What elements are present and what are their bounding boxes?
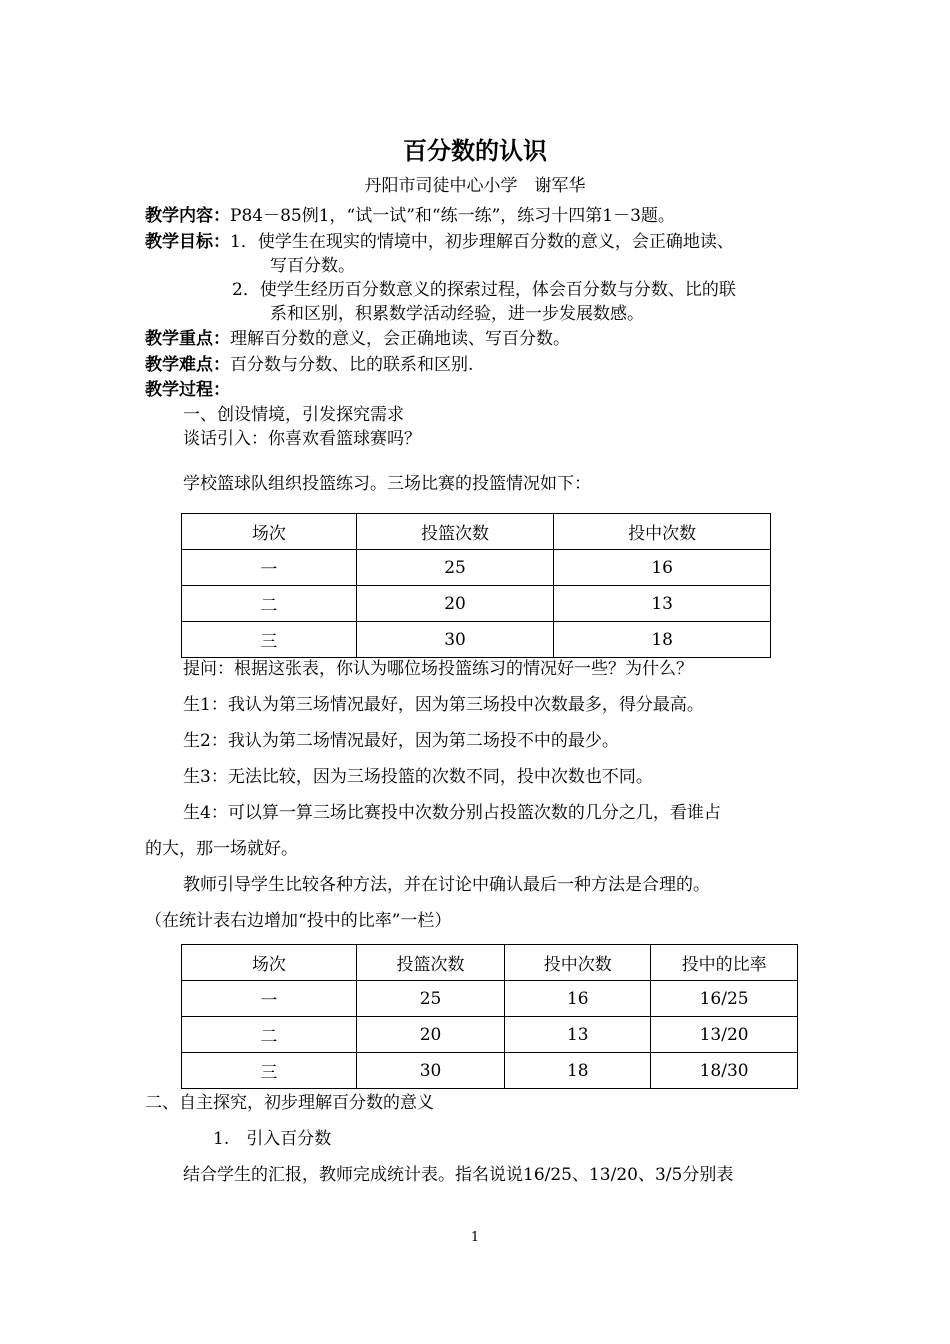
table-cell: 20 xyxy=(356,1017,505,1053)
question-line: 提问：根据这张表，你认为哪位场投篮练习的情况好一些？为什么？ xyxy=(183,659,693,679)
teacher-guidance-line: 教师引导学生比较各种方法，并在讨论中确认最后一种方法是合理的。 xyxy=(183,875,710,895)
student-4-line-2: 的大，那一场就好。 xyxy=(145,839,298,859)
table-cell: 25 xyxy=(356,981,505,1017)
table-cell: 18 xyxy=(505,1053,651,1089)
student-2-line: 生2：我认为第二场情况最好，因为第二场投不中的最少。 xyxy=(183,731,619,751)
table-cell: 16 xyxy=(554,550,771,586)
goal-2-line-2: 系和区别，积累数学活动经验，进一步发展数感。 xyxy=(270,304,644,324)
section-1-intro: 谈话引入：你喜欢看篮球赛吗？ xyxy=(183,429,421,449)
table-row xyxy=(182,586,771,622)
table-header-row xyxy=(182,514,771,550)
section-2-subheading: 1. 引入百分数 xyxy=(213,1129,332,1149)
section-2-heading: 二、自主探究，初步理解百分数的意义 xyxy=(145,1093,434,1113)
teaching-difficulty xyxy=(145,352,473,378)
table-row xyxy=(182,622,771,658)
teaching-goals-label: 教学目标： xyxy=(145,232,230,252)
table-row xyxy=(182,1017,798,1053)
table-cell: 25 xyxy=(356,550,554,586)
teaching-key xyxy=(145,326,570,352)
table-cell: 30 xyxy=(356,622,554,658)
goal-2-line-1: 2．使学生经历百分数意义的探索过程，体会百分数与分数、比的联 xyxy=(232,280,736,300)
shooting-rate-table-body xyxy=(182,945,798,1089)
teaching-difficulty-label: 教学难点： xyxy=(145,355,230,375)
section-2-text: 结合学生的汇报，教师完成统计表。指名说说16/25、13/20、3/5分别表 xyxy=(183,1165,734,1185)
table-cell: 13 xyxy=(505,1017,651,1053)
goal-1-line-1: 1．使学生在现实的情境中，初步理解百分数的意义，会正确地读、 xyxy=(230,232,734,252)
student-1-line: 生1：我认为第三场情况最好，因为第三场投中次数最多，得分最高。 xyxy=(183,695,704,715)
page-number: 1 xyxy=(470,1230,480,1245)
table-header-cell: 投中次数 xyxy=(554,514,771,550)
table-header-cell: 场次 xyxy=(182,514,357,550)
table-addition-note: （在统计表右边增加“投中的比率”一栏） xyxy=(145,911,452,931)
teaching-key-text: 理解百分数的意义，会正确地读、写百分数。 xyxy=(230,329,570,349)
table-row xyxy=(182,550,771,586)
table-cell: 二 xyxy=(182,1017,357,1053)
shooting-rate-table xyxy=(181,944,798,1089)
table-cell: 13/20 xyxy=(651,1017,798,1053)
table-row xyxy=(182,1053,798,1089)
table-cell: 一 xyxy=(182,550,357,586)
table-header-cell: 投篮次数 xyxy=(356,514,554,550)
section-1-heading: 一、创设情境，引发探究需求 xyxy=(183,405,404,425)
table-cell: 18 xyxy=(554,622,771,658)
table-cell: 16 xyxy=(505,981,651,1017)
teaching-process-label: 教学过程： xyxy=(145,380,230,400)
section-1-description: 学校篮球队组织投篮练习。三场比赛的投篮情况如下： xyxy=(183,474,591,494)
table-header-cell: 投中次数 xyxy=(505,945,651,981)
teaching-content xyxy=(145,203,675,229)
table-header-cell: 场次 xyxy=(182,945,357,981)
document-title: 百分数的认识 xyxy=(403,137,547,165)
shooting-table-body xyxy=(182,514,771,658)
student-4-line-1: 生4：可以算一算三场比赛投中次数分别占投篮次数的几分之几，看谁占 xyxy=(183,803,721,823)
teaching-content-text: P84－85例1，“试一试”和“练一练”，练习十四第1－3题。 xyxy=(230,206,675,226)
table-cell: 18/30 xyxy=(651,1053,798,1089)
table-cell: 一 xyxy=(182,981,357,1017)
teaching-key-label: 教学重点： xyxy=(145,329,230,349)
table-cell: 二 xyxy=(182,586,357,622)
teaching-difficulty-text: 百分数与分数、比的联系和区别. xyxy=(230,355,474,375)
teaching-goals xyxy=(145,229,734,255)
student-3-line: 生3：无法比较，因为三场投篮的次数不同，投中次数也不同。 xyxy=(183,767,653,787)
table-row xyxy=(182,981,798,1017)
table-cell: 30 xyxy=(356,1053,505,1089)
table-header-cell: 投篮次数 xyxy=(356,945,505,981)
goal-1-line-2: 写百分数。 xyxy=(270,256,355,276)
table-cell: 13 xyxy=(554,586,771,622)
table-header-row xyxy=(182,945,798,981)
shooting-table xyxy=(181,513,771,658)
table-cell: 16/25 xyxy=(651,981,798,1017)
table-cell: 三 xyxy=(182,622,357,658)
table-cell: 20 xyxy=(356,586,554,622)
teaching-content-label: 教学内容： xyxy=(145,206,230,226)
table-cell: 三 xyxy=(182,1053,357,1089)
author-line: 丹阳市司徒中心小学 谢军华 xyxy=(364,176,586,196)
table-header-cell: 投中的比率 xyxy=(651,945,798,981)
